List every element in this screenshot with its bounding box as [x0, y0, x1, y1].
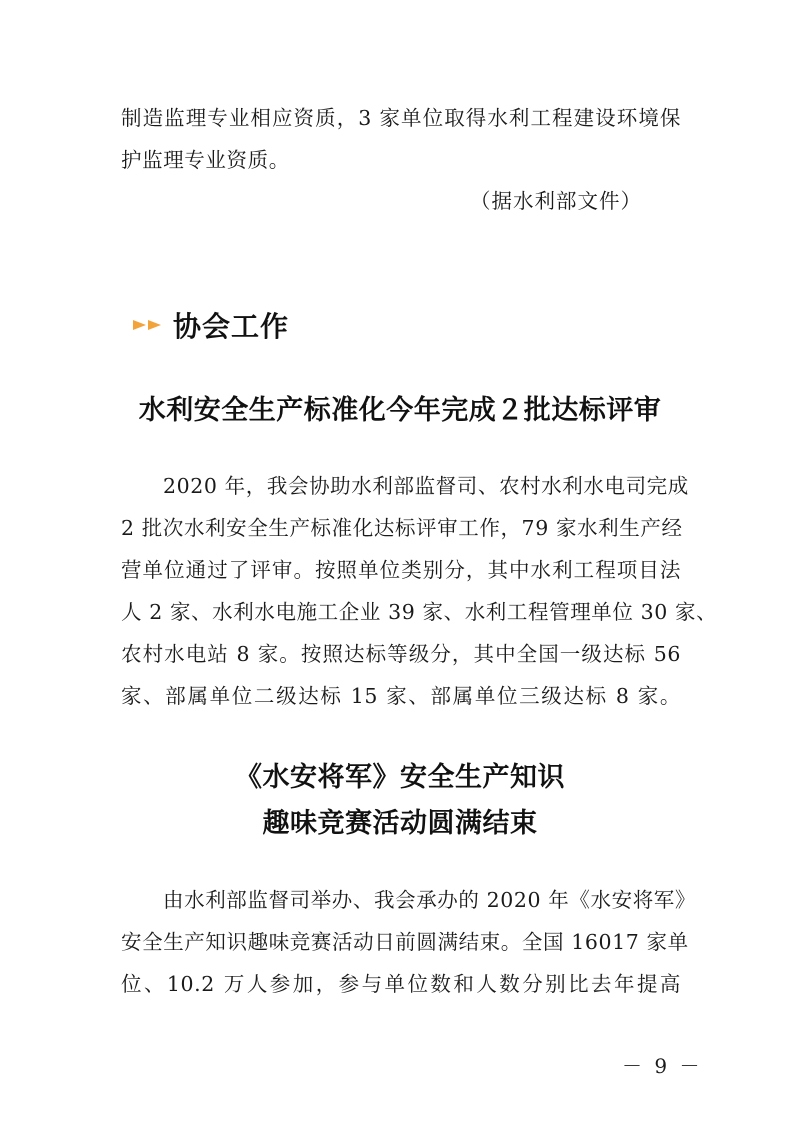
article-title-line: 《水安将军》安全生产知识 — [235, 762, 565, 793]
paragraph-line: 位、10.2 万人参加，参与单位数和人数分别比去年提高 — [121, 972, 681, 996]
source-attribution: （据水利部文件） — [470, 189, 642, 213]
page-number-text: － 9 － — [622, 1054, 703, 1078]
paragraph-line: 2 批次水利安全生产标准化达标评审工作，79 家水利生产经 — [121, 516, 683, 540]
paragraph-line: 由水利部监督司举办、我会承办的 2020 年《水安将军》 — [163, 888, 697, 912]
article-title: 水利安全生产标准化今年完成２批达标评审 — [138, 395, 662, 426]
paragraph-line: 营单位通过了评审。按照单位类别分，其中水利工程项目法 — [121, 558, 681, 582]
paragraph-line: 农村水电站 8 家。按照达标等级分，其中全国一级达标 56 — [121, 642, 681, 666]
paragraph-line: 护监理专业资质。 — [121, 148, 290, 172]
paragraph-line: 制造监理专业相应资质，3 家单位取得水利工程建设环境保 — [121, 106, 681, 130]
section-title: 协会工作 — [173, 310, 290, 343]
paragraph-line: 安全生产知识趣味竞赛活动日前圆满结束。全国 16017 家单 — [121, 930, 689, 954]
section-header — [131, 305, 289, 345]
paragraph-line: 2020 年，我会协助水利部监督司、农村水利水电司完成 — [163, 474, 689, 498]
double-arrow-icon — [131, 317, 167, 333]
paragraph-line: 人 2 家、水利水电施工企业 39 家、水利工程管理单位 30 家、 — [121, 600, 718, 624]
article-title-line: 趣味竞赛活动圆满结束 — [262, 808, 538, 839]
paragraph-line: 家、部属单位二级达标 15 家、部属单位三级达标 8 家。 — [121, 684, 681, 708]
